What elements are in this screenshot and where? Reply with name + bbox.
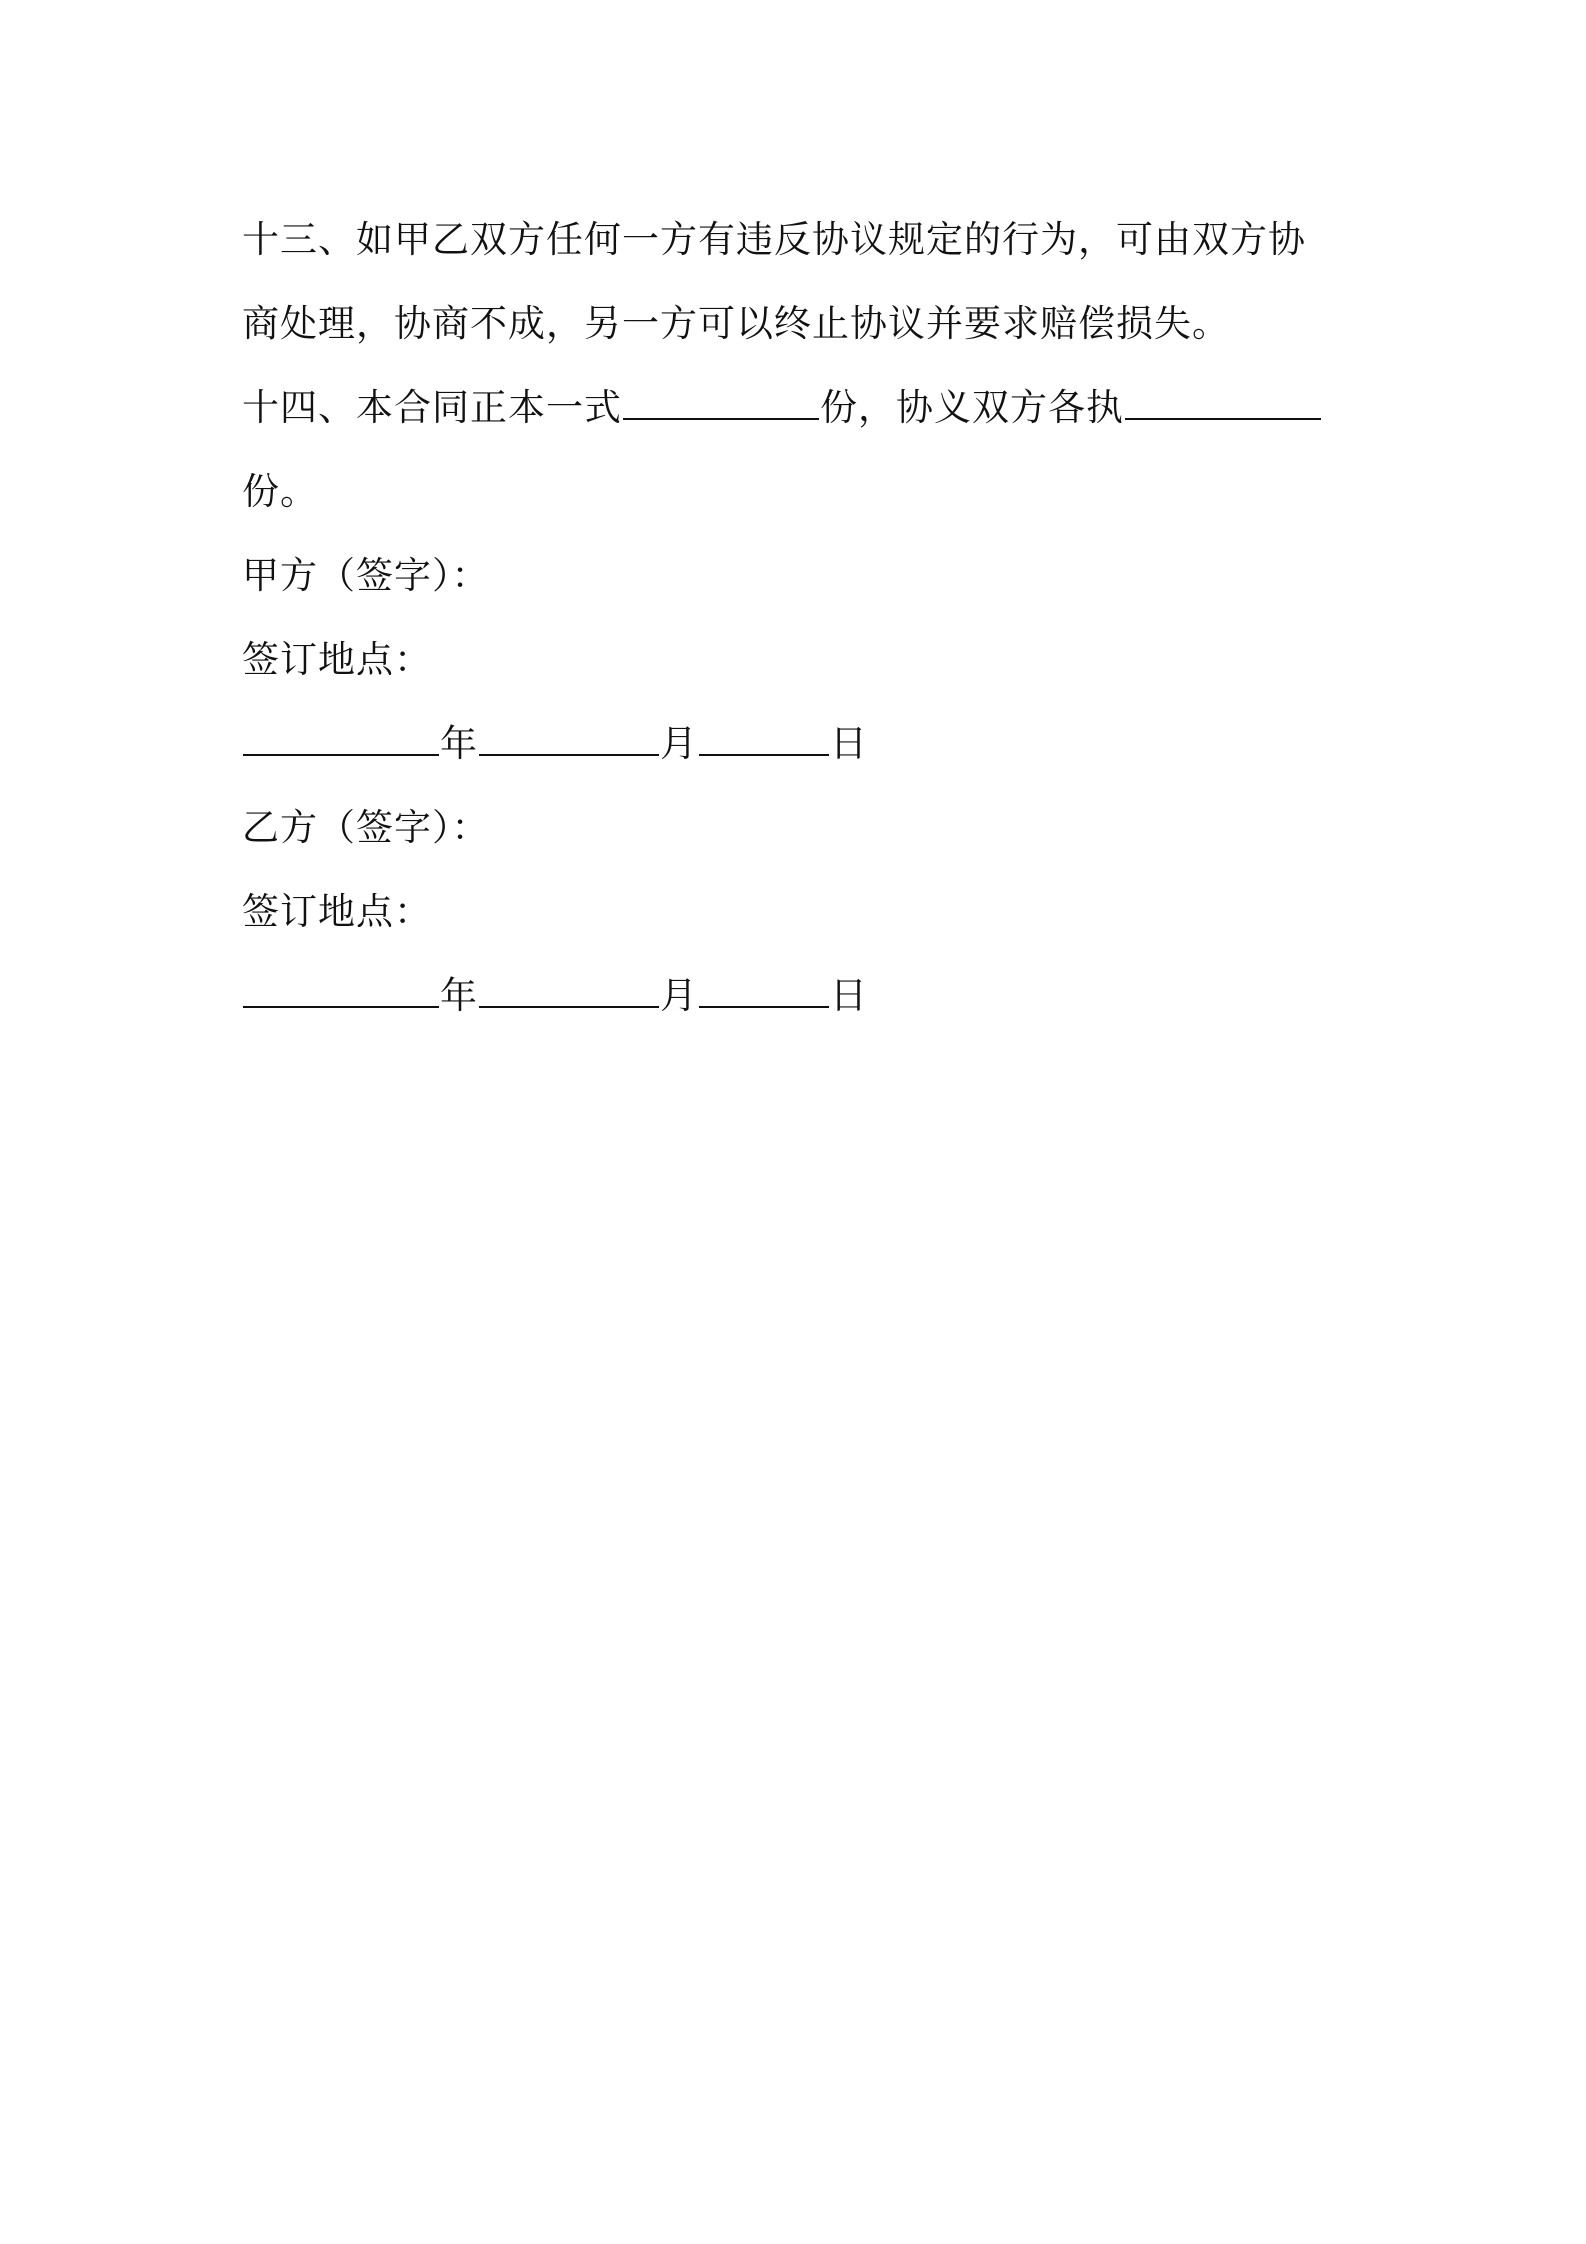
party-a-day-blank[interactable] [699,724,829,756]
party-b-month-label: 月 [660,974,698,1017]
copies-each-blank[interactable] [1125,388,1321,420]
party-b-place-label: 签订地点： [242,890,432,933]
party-b-date-line [242,954,1362,1038]
party-a-signature-label: 甲方（签字）： [242,554,490,597]
party-a-month-blank[interactable] [479,724,659,756]
document-page [242,198,1362,1038]
party-a-day-label: 日 [830,722,868,765]
party-b-month-blank[interactable] [479,976,659,1008]
clause-14-suffix: 份。 [242,470,318,513]
party-a-place-label: 签订地点： [242,638,432,681]
clause-14-middle: 份，协义双方各执 [820,386,1124,429]
party-a-month-label: 月 [660,722,698,765]
party-a-date-line [242,702,1362,786]
clause-13-line-1: 十三、如甲乙双方任何一方有违反协议规定的行为，可由双方协 [242,218,1306,261]
clause-13-line-2: 商处理，协商不成，另一方可以终止协议并要求赔偿损失。 [242,302,1230,345]
party-b-day-label: 日 [830,974,868,1017]
clause-14 [242,366,1362,450]
party-b-year-label: 年 [440,974,478,1017]
party-b-signature-label: 乙方（签字）： [242,806,490,849]
clause-14-prefix: 十四、本合同正本一式 [242,386,622,429]
party-b-year-blank[interactable] [243,976,439,1008]
copies-count-blank[interactable] [623,388,819,420]
party-a-year-label: 年 [440,722,478,765]
party-b-day-blank[interactable] [699,976,829,1008]
party-a-year-blank[interactable] [243,724,439,756]
